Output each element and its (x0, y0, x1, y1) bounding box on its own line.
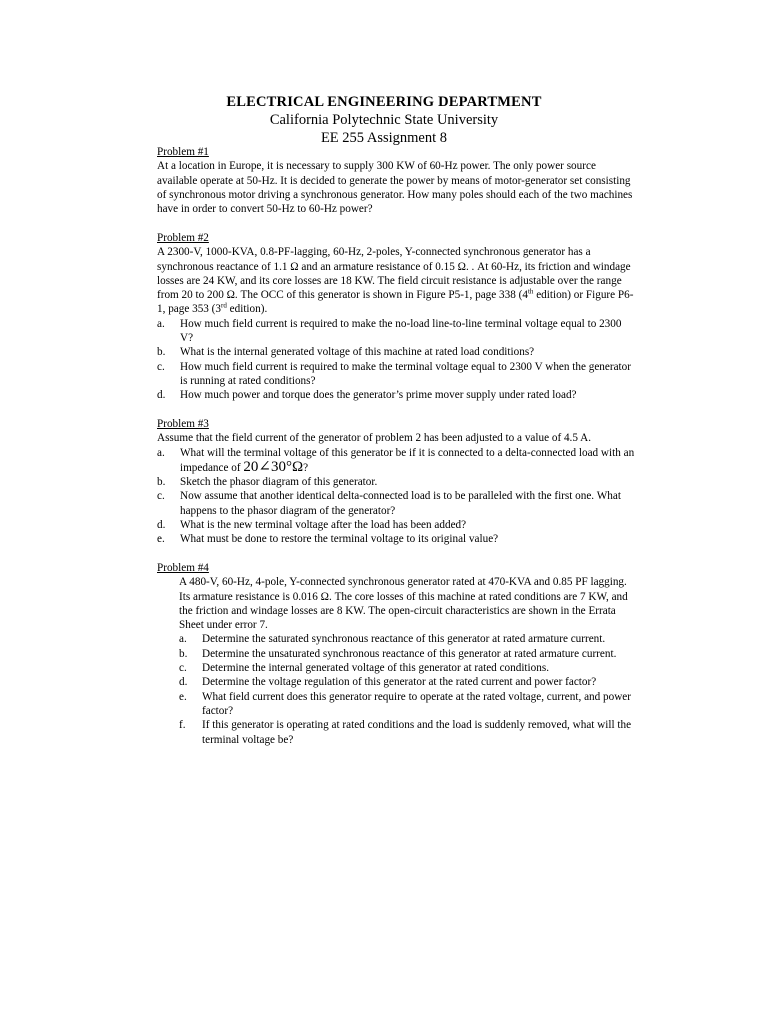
list-item: e. What must be done to restore the terminal voltage to its original value? (157, 533, 499, 546)
problem-text: A 480-V, 60-Hz, 4-pole, Y-connected synchronous generator rated at 470-KVA and 0.85 PF lagging. Its armature resistance is 0.016 Ω. The core losses of this machine at rated conditions are 7 KW, and the friction and windage losses are 8 KW. The open-circuit characteristics are shown in the Errata Sheet under error 7. (179, 576, 628, 632)
department-title: ELECTRICAL ENGINEERING DEPARTMENT (226, 94, 542, 110)
list-item: a. What will the terminal voltage of this generator be if it is connected to a delta-connected load with an impedance of 20∠30°Ω? (157, 446, 635, 475)
university-name: California Polytechnic State University (269, 112, 499, 128)
list-item: b. What is the internal generated voltage of this machine at rated load conditions? (157, 346, 535, 359)
list-item: c. Determine the internal generated voltage of this generator at rated conditions. (179, 662, 549, 675)
problem-heading: Problem #3 (157, 418, 209, 430)
problem-heading: Problem #4 (157, 562, 209, 574)
list-item: b. Determine the unsaturated synchronous reactance of this generator at rated armature current. (179, 647, 617, 660)
assignment-title: EE 255 Assignment 8 (320, 130, 448, 146)
problem-text: Assume that the field current of the generator of problem 2 has been adjusted to a value of 4.5 A. (157, 432, 592, 445)
problem-heading: Problem #1 (157, 146, 209, 158)
problem-text: A 2300-V, 1000-KVA, 0.8-PF-lagging, 60-Hz, 2-poles, Y-connected synchronous generator has a synchronous reactance of 1.1 Ω and an armature resistance of 0.15 Ω. . At 60-Hz, its friction and windage losses are 24 KW, and its core losses are 18 KW. The field circuit resistance is adjustable over the range from 20 to 200 Ω. The OCC of this generator is shown in Figure P5-1, page 338 (4th edition) or Figure P6-1, page 353 (3rd edition). (157, 246, 634, 316)
list-item: e. What field current does this generator require to operate at the rated voltage, current, and power factor? (179, 690, 631, 717)
problem-2 (157, 231, 635, 403)
list-item: d. Determine the voltage regulation of this generator at the rated current and power factor? (179, 676, 597, 689)
problem-text: At a location in Europe, it is necessary to supply 300 KW of 60-Hz power. The only power source available operate at 50-Hz. It is decided to generate the power by means of motor-generator set consisting of synchronous motor driving a synchronous generator. How many poles should each of the two machines have in order to convert 50-Hz to 60-Hz power? (157, 160, 633, 216)
problem-1 (157, 145, 635, 216)
list-item: c. Now assume that another identical delta-connected load is to be paralleled with the first one. What happens to the phasor diagram of the generator? (157, 490, 621, 517)
list-item: a. How much field current is required to make the no-load line-to-line terminal voltage equal to 2300 V? (157, 317, 622, 345)
list-item: f. If this generator is operating at rated conditions and the load is suddenly removed, what will the terminal voltage be? (179, 719, 632, 746)
problem-3 (157, 417, 635, 547)
list-item: d. How much power and torque does the generator’s prime mover supply under rated load? (157, 389, 577, 402)
list-item: a. Determine the saturated synchronous reactance of this generator at rated armature current. (179, 633, 606, 646)
impedance-value: 20∠30°Ω (243, 458, 304, 475)
problem-4 (157, 561, 635, 747)
list-item: b. Sketch the phasor diagram of this generator. (157, 476, 378, 489)
problem-heading: Problem #2 (157, 232, 209, 244)
list-item: c. How much field current is required to make the terminal voltage equal to 2300 V when the generator is running at rated conditions? (157, 360, 631, 387)
list-item: d. What is the new terminal voltage after the load has been added? (157, 519, 467, 532)
